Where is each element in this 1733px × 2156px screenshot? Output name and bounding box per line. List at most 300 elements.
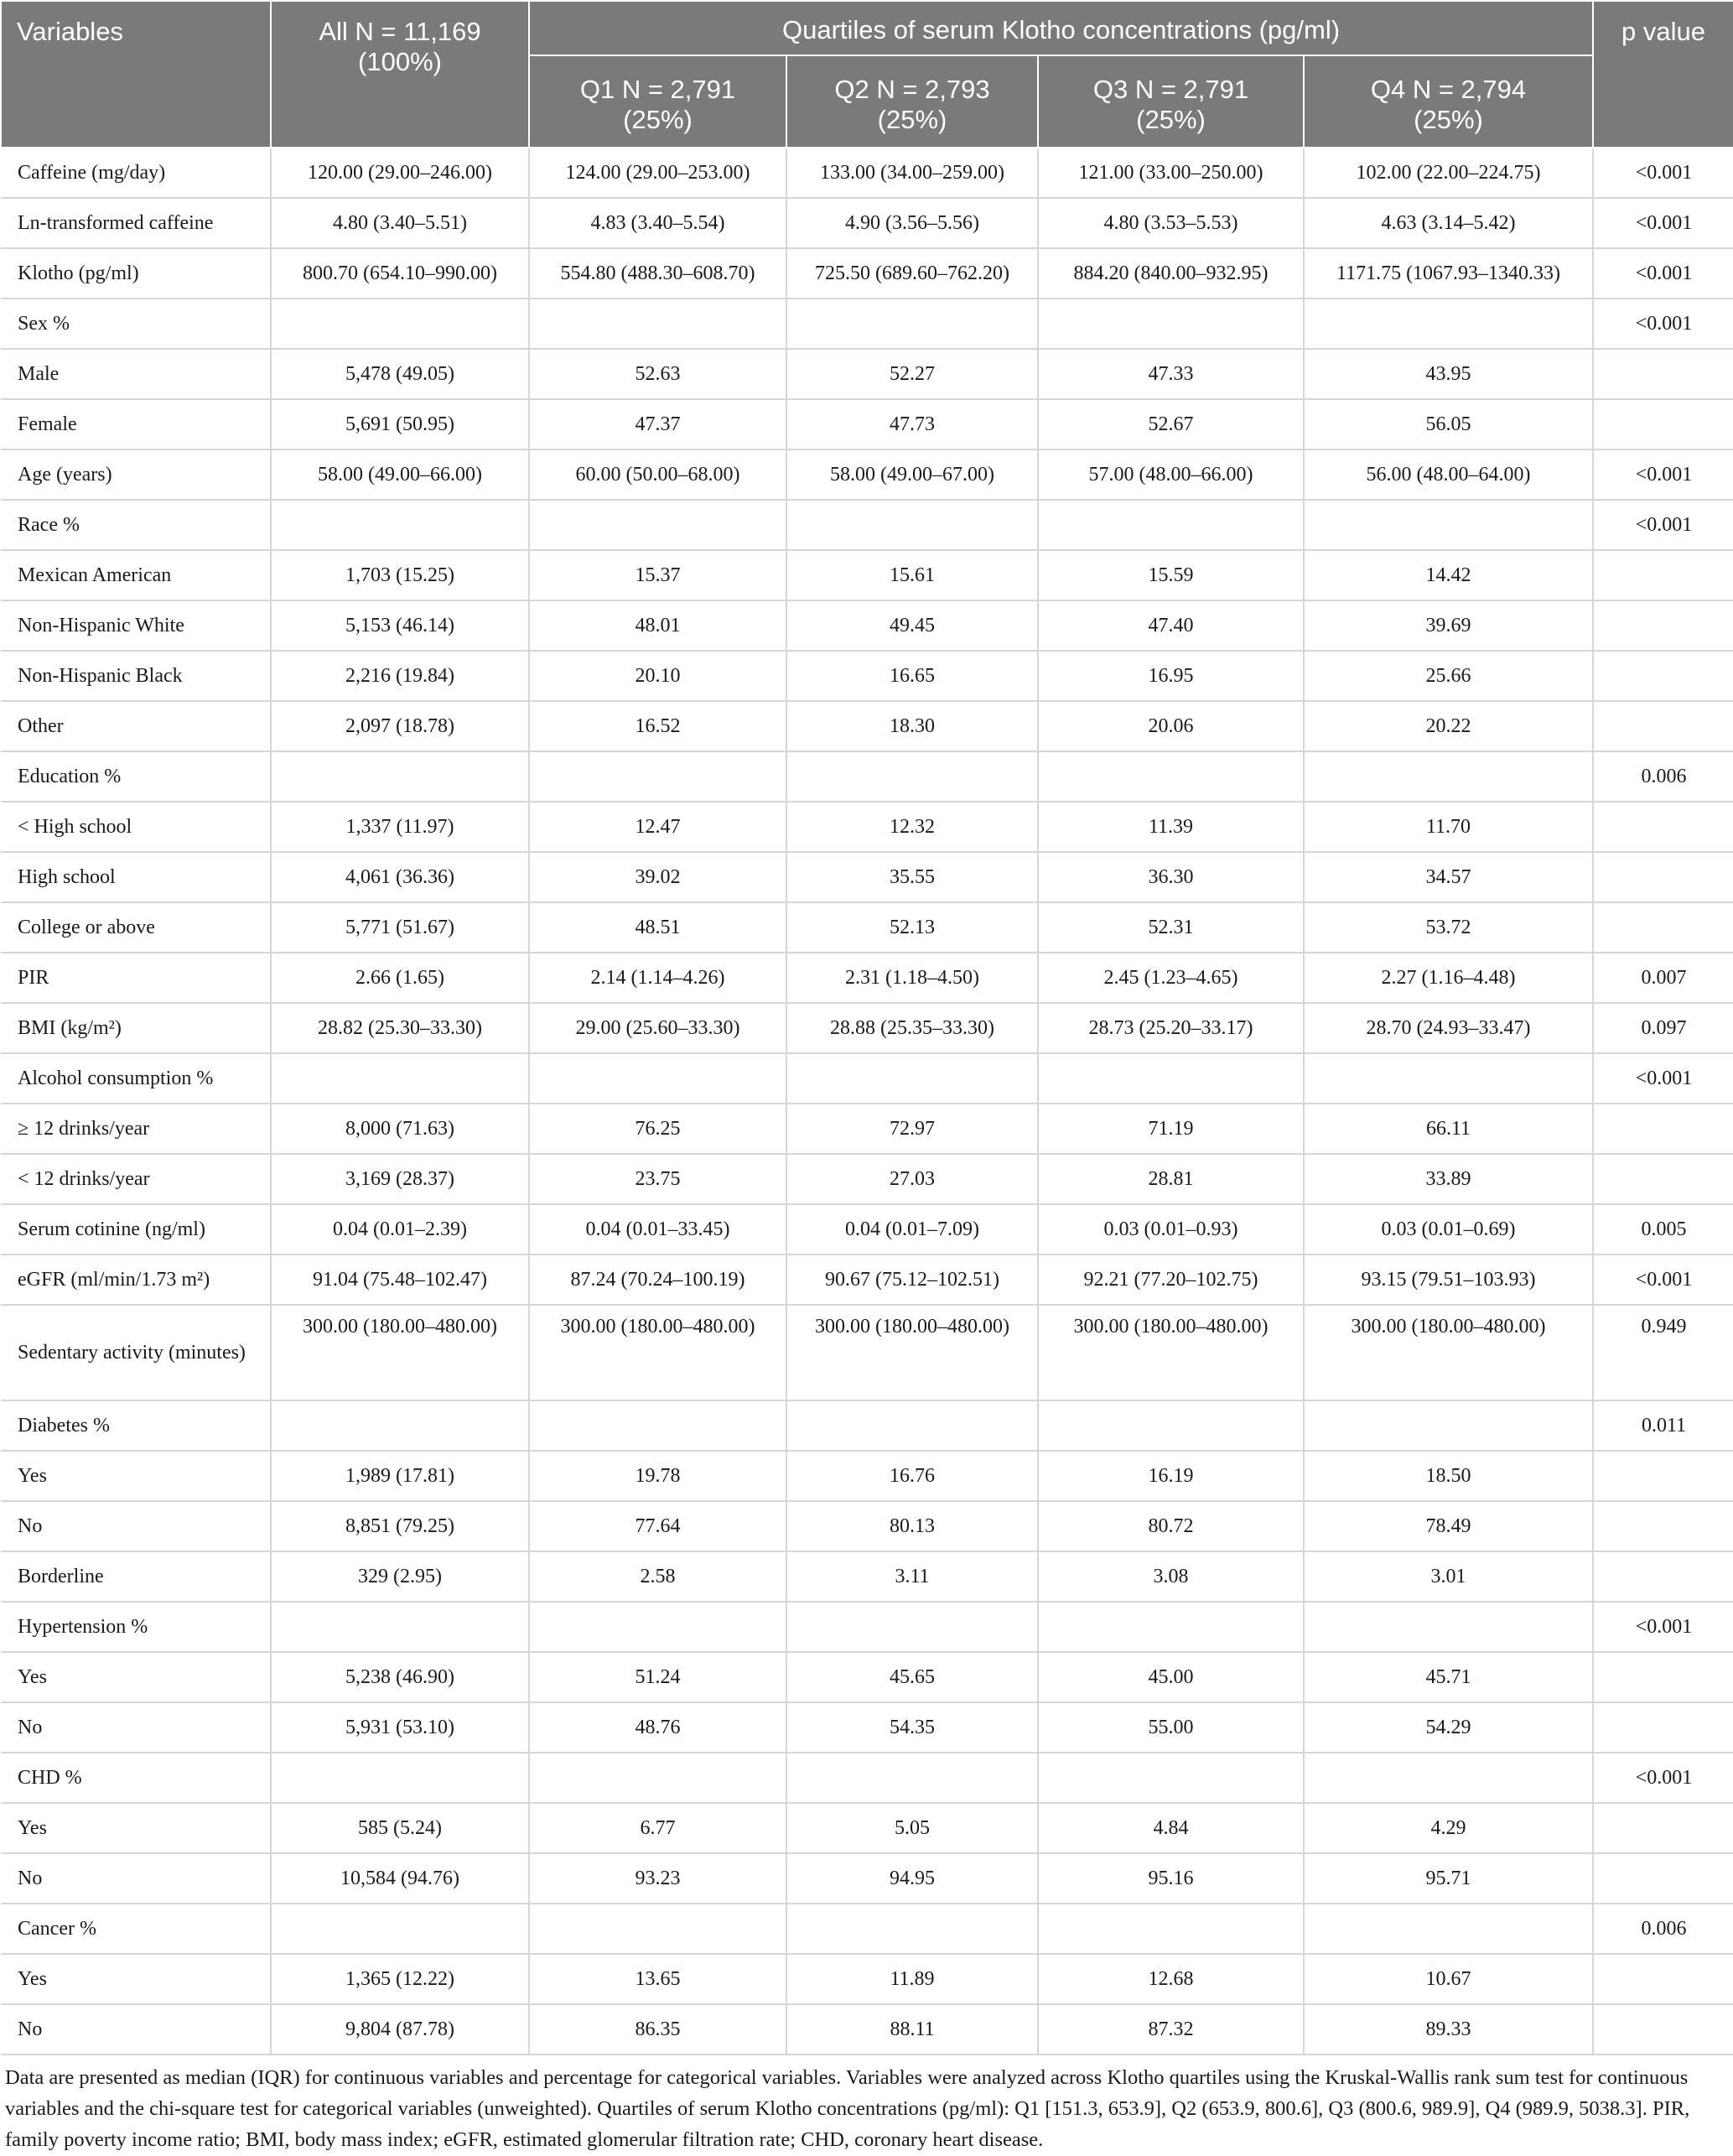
cell-all: 10,584 (94.76) [271, 1853, 529, 1904]
cell-q2: 88.11 [786, 2004, 1038, 2055]
cell-q4: 300.00 (180.00–480.00) [1304, 1305, 1593, 1400]
cell-p [1593, 802, 1733, 852]
cell-label: No [1, 2004, 271, 2055]
table-row [1, 1753, 1733, 1803]
cell-label: High school [1, 852, 271, 902]
cell-all: 5,153 (46.14) [271, 600, 529, 651]
cell-all: 1,989 (17.81) [271, 1451, 529, 1501]
cell-all: 2,097 (18.78) [271, 701, 529, 751]
cell-q1: 48.51 [529, 902, 786, 953]
cell-label: College or above [1, 902, 271, 953]
cell-label: Borderline [1, 1551, 271, 1602]
table-row [1, 1652, 1733, 1702]
table-row [1, 1451, 1733, 1501]
cell-q4: 93.15 (79.51–103.93) [1304, 1255, 1593, 1305]
cell-q4: 45.71 [1304, 1652, 1593, 1702]
cell-label: Klotho (pg/ml) [1, 248, 271, 299]
cell-q2 [786, 299, 1038, 349]
cell-q3 [1038, 1753, 1304, 1803]
cell-q2: 16.65 [786, 651, 1038, 701]
cell-q2: 52.13 [786, 902, 1038, 953]
cell-p [1593, 852, 1733, 902]
cell-q4: 28.70 (24.93–33.47) [1304, 1003, 1593, 1053]
cell-q3: 55.00 [1038, 1702, 1304, 1753]
cell-q4: 89.33 [1304, 2004, 1593, 2055]
cell-p: <0.001 [1593, 449, 1733, 500]
table-row [1, 198, 1733, 248]
cell-q2: 72.97 [786, 1104, 1038, 1154]
cell-p: 0.006 [1593, 1904, 1733, 1954]
cell-q1: 300.00 (180.00–480.00) [529, 1305, 786, 1400]
cell-all [271, 1904, 529, 1954]
header-all-count: All N = 11,169 [319, 17, 481, 46]
cell-q1: 29.00 (25.60–33.30) [529, 1003, 786, 1053]
cell-q2: 80.13 [786, 1501, 1038, 1551]
cell-q1: 39.02 [529, 852, 786, 902]
table-row [1, 2004, 1733, 2055]
cell-q1: 20.10 [529, 651, 786, 701]
cell-all [271, 1753, 529, 1803]
cell-q1 [529, 1602, 786, 1652]
header-q3 [1038, 55, 1304, 148]
cell-q1: 2.58 [529, 1551, 786, 1602]
cell-q3: 4.80 (3.53–5.53) [1038, 198, 1304, 248]
table-row [1, 1853, 1733, 1904]
cell-q3: 16.95 [1038, 651, 1304, 701]
cell-q1 [529, 1400, 786, 1451]
cell-q3: 47.40 [1038, 600, 1304, 651]
cell-q2: 133.00 (34.00–259.00) [786, 148, 1038, 198]
cell-q4 [1304, 1400, 1593, 1451]
cell-q3 [1038, 1053, 1304, 1104]
table-row [1, 852, 1733, 902]
cell-q4: 33.89 [1304, 1154, 1593, 1204]
cell-q3 [1038, 1400, 1304, 1451]
cell-all: 5,931 (53.10) [271, 1702, 529, 1753]
cell-p [1593, 1451, 1733, 1501]
cell-q2 [786, 1753, 1038, 1803]
cell-q1: 77.64 [529, 1501, 786, 1551]
header-p-value: p value [1593, 1, 1733, 148]
cell-q4: 0.03 (0.01–0.69) [1304, 1204, 1593, 1255]
cell-all [271, 1400, 529, 1451]
cell-q1: 23.75 [529, 1154, 786, 1204]
table-row [1, 751, 1733, 802]
cell-q4: 20.22 [1304, 701, 1593, 751]
cell-p [1593, 902, 1733, 953]
cell-q4: 102.00 (22.00–224.75) [1304, 148, 1593, 198]
cell-label: No [1, 1501, 271, 1551]
cell-q1 [529, 751, 786, 802]
cell-all: 58.00 (49.00–66.00) [271, 449, 529, 500]
table-footnote: Data are presented as median (IQR) for continuous variables and percentage for categorical variables. Variables were analyzed across Klotho quartiles using the Kruskal-Wallis rank sum test for continuous variables and the chi-square test for categorical variables (unweighted). Quartiles of serum Klotho concentrations (pg/ml): Q1 [151.3, 653.9], Q2 (653.9, 800.6], Q3 (800.6, 989.9], Q4 (989.9, 5038.3]. PIR, family poverty income ratio; BMI, body mass index; eGFR, estimated glomerular filtration rate; CHD, coronary heart disease. [5, 2066, 1690, 2151]
cell-q1: 52.63 [529, 349, 786, 399]
cell-label: Non-Hispanic White [1, 600, 271, 651]
header-q4-count: Q4 N = 2,794 [1370, 75, 1527, 104]
table-row [1, 902, 1733, 953]
cell-q4: 2.27 (1.16–4.48) [1304, 953, 1593, 1003]
cell-label: Yes [1, 1652, 271, 1702]
table-row [1, 1104, 1733, 1154]
cell-q1: 554.80 (488.30–608.70) [529, 248, 786, 299]
header-q2-count: Q2 N = 2,793 [834, 75, 990, 104]
cell-q4: 3.01 [1304, 1551, 1593, 1602]
cell-q2: 0.04 (0.01–7.09) [786, 1204, 1038, 1255]
cell-q4: 54.29 [1304, 1702, 1593, 1753]
cell-p: 0.011 [1593, 1400, 1733, 1451]
cell-label: eGFR (ml/min/1.73 m²) [1, 1255, 271, 1305]
cell-q2: 90.67 (75.12–102.51) [786, 1255, 1038, 1305]
cell-p [1593, 1154, 1733, 1204]
cell-q2: 16.76 [786, 1451, 1038, 1501]
table-row [1, 1954, 1733, 2004]
cell-q4 [1304, 299, 1593, 349]
cell-label: Male [1, 349, 271, 399]
cell-p: 0.005 [1593, 1204, 1733, 1255]
cell-all: 300.00 (180.00–480.00) [271, 1305, 529, 1400]
cell-label: Caffeine (mg/day) [1, 148, 271, 198]
cell-all: 9,804 (87.78) [271, 2004, 529, 2055]
header-q1 [529, 55, 786, 148]
cell-q4: 43.95 [1304, 349, 1593, 399]
cell-q4 [1304, 1602, 1593, 1652]
cell-q3: 300.00 (180.00–480.00) [1038, 1305, 1304, 1400]
cell-q2 [786, 751, 1038, 802]
cell-all: 1,703 (15.25) [271, 550, 529, 600]
cell-q3: 2.45 (1.23–4.65) [1038, 953, 1304, 1003]
cell-p [1593, 349, 1733, 399]
cell-q3: 12.68 [1038, 1954, 1304, 2004]
table-row [1, 701, 1733, 751]
header-all [271, 1, 529, 148]
cell-label: Ln-transformed caffeine [1, 198, 271, 248]
table-row [1, 1501, 1733, 1551]
cell-q3 [1038, 1904, 1304, 1954]
cell-all: 5,238 (46.90) [271, 1652, 529, 1702]
cell-label: Age (years) [1, 449, 271, 500]
cell-label: Female [1, 399, 271, 449]
cell-q3: 15.59 [1038, 550, 1304, 600]
cell-q2: 5.05 [786, 1803, 1038, 1853]
cell-q2: 52.27 [786, 349, 1038, 399]
cell-q1: 51.24 [529, 1652, 786, 1702]
cell-all: 585 (5.24) [271, 1803, 529, 1853]
table-row [1, 1904, 1733, 1954]
cell-q1: 13.65 [529, 1954, 786, 2004]
cell-q3: 92.21 (77.20–102.75) [1038, 1255, 1304, 1305]
cell-q2 [786, 500, 1038, 550]
cell-q4 [1304, 1904, 1593, 1954]
cell-q1: 15.37 [529, 550, 786, 600]
cell-q1 [529, 1904, 786, 1954]
cell-label: < 12 drinks/year [1, 1154, 271, 1204]
header-q1-percent: (25%) [623, 105, 693, 134]
cell-q4: 56.05 [1304, 399, 1593, 449]
cell-all: 1,337 (11.97) [271, 802, 529, 852]
cell-q1: 86.35 [529, 2004, 786, 2055]
header-q4 [1304, 55, 1593, 148]
table-row [1, 1003, 1733, 1053]
cell-q2: 4.90 (3.56–5.56) [786, 198, 1038, 248]
cell-label: Education % [1, 751, 271, 802]
cell-q4: 78.49 [1304, 1501, 1593, 1551]
table-row [1, 449, 1733, 500]
cell-q1: 124.00 (29.00–253.00) [529, 148, 786, 198]
cell-q3 [1038, 500, 1304, 550]
table-body [1, 148, 1733, 2055]
cell-p: <0.001 [1593, 1255, 1733, 1305]
cell-all [271, 500, 529, 550]
cell-q4: 11.70 [1304, 802, 1593, 852]
cell-q3: 0.03 (0.01–0.93) [1038, 1204, 1304, 1255]
cell-p: 0.007 [1593, 953, 1733, 1003]
table-row [1, 299, 1733, 349]
header-q1-count: Q1 N = 2,791 [579, 75, 736, 104]
cell-q4 [1304, 751, 1593, 802]
cell-q4: 14.42 [1304, 550, 1593, 600]
cell-label: No [1, 1853, 271, 1904]
cell-p: 0.097 [1593, 1003, 1733, 1053]
cell-p [1593, 1501, 1733, 1551]
cell-q1: 0.04 (0.01–33.45) [529, 1204, 786, 1255]
cell-q2: 725.50 (689.60–762.20) [786, 248, 1038, 299]
cell-q2 [786, 1053, 1038, 1104]
cell-all: 3,169 (28.37) [271, 1154, 529, 1204]
cell-all [271, 1602, 529, 1652]
cell-all: 329 (2.95) [271, 1551, 529, 1602]
cell-q2: 27.03 [786, 1154, 1038, 1204]
table-row [1, 1053, 1733, 1104]
cell-q3: 4.84 [1038, 1803, 1304, 1853]
cell-all: 5,771 (51.67) [271, 902, 529, 953]
cell-q4: 25.66 [1304, 651, 1593, 701]
table-row [1, 1803, 1733, 1853]
cell-q3: 80.72 [1038, 1501, 1304, 1551]
table-row [1, 1602, 1733, 1652]
cell-label: Sedentary activity (minutes) [1, 1305, 271, 1400]
cell-q3: 52.31 [1038, 902, 1304, 953]
table-row [1, 1204, 1733, 1255]
cell-q3 [1038, 1602, 1304, 1652]
cell-q4 [1304, 1053, 1593, 1104]
cell-all: 5,691 (50.95) [271, 399, 529, 449]
header-q2-percent: (25%) [877, 105, 947, 134]
cell-q4: 95.71 [1304, 1853, 1593, 1904]
cell-q2: 58.00 (49.00–67.00) [786, 449, 1038, 500]
cell-q1: 4.83 (3.40–5.54) [529, 198, 786, 248]
cell-p [1593, 1954, 1733, 2004]
cell-q1: 48.76 [529, 1702, 786, 1753]
table-row [1, 349, 1733, 399]
cell-q1: 87.24 (70.24–100.19) [529, 1255, 786, 1305]
cell-p [1593, 399, 1733, 449]
table-row [1, 1255, 1733, 1305]
cell-q3: 57.00 (48.00–66.00) [1038, 449, 1304, 500]
cell-q4: 18.50 [1304, 1451, 1593, 1501]
cell-q1: 16.52 [529, 701, 786, 751]
cell-q4: 53.72 [1304, 902, 1593, 953]
cell-all: 4.80 (3.40–5.51) [271, 198, 529, 248]
cell-p: 0.949 [1593, 1305, 1733, 1400]
cell-q3: 95.16 [1038, 1853, 1304, 1904]
table-row [1, 248, 1733, 299]
cell-label: BMI (kg/m²) [1, 1003, 271, 1053]
cell-all [271, 1053, 529, 1104]
table-row [1, 1702, 1733, 1753]
cell-label: ≥ 12 drinks/year [1, 1104, 271, 1154]
cell-q1: 12.47 [529, 802, 786, 852]
header-q4-percent: (25%) [1414, 105, 1483, 134]
cell-all: 28.82 (25.30–33.30) [271, 1003, 529, 1053]
table-row [1, 1154, 1733, 1204]
cell-label: Other [1, 701, 271, 751]
cell-q1: 6.77 [529, 1803, 786, 1853]
cell-q1: 48.01 [529, 600, 786, 651]
table-row [1, 600, 1733, 651]
cell-label: Race % [1, 500, 271, 550]
cell-p: <0.001 [1593, 198, 1733, 248]
cell-all: 4,061 (36.36) [271, 852, 529, 902]
cell-label: Non-Hispanic Black [1, 651, 271, 701]
table-header [1, 1, 1733, 148]
cell-q2: 11.89 [786, 1954, 1038, 2004]
cell-all: 0.04 (0.01–2.39) [271, 1204, 529, 1255]
cell-q2: 2.31 (1.18–4.50) [786, 953, 1038, 1003]
cell-all: 8,851 (79.25) [271, 1501, 529, 1551]
table-row [1, 500, 1733, 550]
cell-q3: 36.30 [1038, 852, 1304, 902]
cell-q2: 3.11 [786, 1551, 1038, 1602]
header-q2 [786, 55, 1038, 148]
cell-q3: 11.39 [1038, 802, 1304, 852]
cell-all: 1,365 (12.22) [271, 1954, 529, 2004]
header-q3-count: Q3 N = 2,791 [1092, 75, 1249, 104]
cell-q4: 4.63 (3.14–5.42) [1304, 198, 1593, 248]
cell-q2 [786, 1904, 1038, 1954]
cell-q2: 94.95 [786, 1853, 1038, 1904]
table-row [1, 399, 1733, 449]
cell-q2: 15.61 [786, 550, 1038, 600]
cell-q4: 1171.75 (1067.93–1340.33) [1304, 248, 1593, 299]
cell-q4: 10.67 [1304, 1954, 1593, 2004]
cell-q3: 28.81 [1038, 1154, 1304, 1204]
cell-q2 [786, 1602, 1038, 1652]
table-row [1, 550, 1733, 600]
cell-q1: 2.14 (1.14–4.26) [529, 953, 786, 1003]
cell-q3 [1038, 751, 1304, 802]
cell-q4: 66.11 [1304, 1104, 1593, 1154]
cell-label: Alcohol consumption % [1, 1053, 271, 1104]
cell-q4 [1304, 1753, 1593, 1803]
cell-p [1593, 1551, 1733, 1602]
cell-all: 91.04 (75.48–102.47) [271, 1255, 529, 1305]
cell-label: Yes [1, 1954, 271, 2004]
cell-p: <0.001 [1593, 1053, 1733, 1104]
cell-q3: 71.19 [1038, 1104, 1304, 1154]
cell-p [1593, 1104, 1733, 1154]
cell-q3: 87.32 [1038, 2004, 1304, 2055]
header-quartiles: Quartiles of serum Klotho concentrations (pg/ml) [529, 1, 1593, 55]
cell-q1 [529, 500, 786, 550]
cell-label: CHD % [1, 1753, 271, 1803]
cell-q3: 16.19 [1038, 1451, 1304, 1501]
cell-p: <0.001 [1593, 1753, 1733, 1803]
cell-q1: 76.25 [529, 1104, 786, 1154]
table-row [1, 1400, 1733, 1451]
cell-label: Diabetes % [1, 1400, 271, 1451]
cell-all: 2,216 (19.84) [271, 651, 529, 701]
cell-all [271, 751, 529, 802]
cell-q1 [529, 1753, 786, 1803]
header-q3-percent: (25%) [1136, 105, 1206, 134]
cell-p: 0.006 [1593, 751, 1733, 802]
cell-q3 [1038, 299, 1304, 349]
cell-q4: 39.69 [1304, 600, 1593, 651]
cell-p [1593, 600, 1733, 651]
cell-p [1593, 1853, 1733, 1904]
cell-label: Sex % [1, 299, 271, 349]
cell-q3: 121.00 (33.00–250.00) [1038, 148, 1304, 198]
cell-p [1593, 1652, 1733, 1702]
cell-all: 8,000 (71.63) [271, 1104, 529, 1154]
cell-q1 [529, 299, 786, 349]
cell-q3: 884.20 (840.00–932.95) [1038, 248, 1304, 299]
cell-q2: 35.55 [786, 852, 1038, 902]
cell-q3: 3.08 [1038, 1551, 1304, 1602]
cell-label: Hypertension % [1, 1602, 271, 1652]
cell-q3: 45.00 [1038, 1652, 1304, 1702]
cell-all: 5,478 (49.05) [271, 349, 529, 399]
cell-all: 120.00 (29.00–246.00) [271, 148, 529, 198]
cell-q2: 12.32 [786, 802, 1038, 852]
cell-p [1593, 1702, 1733, 1753]
cell-p [1593, 550, 1733, 600]
cell-q2: 28.88 (25.35–33.30) [786, 1003, 1038, 1053]
cell-all: 800.70 (654.10–990.00) [271, 248, 529, 299]
cell-p [1593, 701, 1733, 751]
cell-p [1593, 651, 1733, 701]
cell-q3: 28.73 (25.20–33.17) [1038, 1003, 1304, 1053]
cell-q3: 47.33 [1038, 349, 1304, 399]
table-row [1, 1551, 1733, 1602]
cell-label: < High school [1, 802, 271, 852]
cell-q2: 45.65 [786, 1652, 1038, 1702]
table-row [1, 802, 1733, 852]
cell-label: Serum cotinine (ng/ml) [1, 1204, 271, 1255]
cell-all [271, 299, 529, 349]
header-all-percent: (100%) [358, 47, 442, 76]
cell-label: No [1, 1702, 271, 1753]
cell-q2 [786, 1400, 1038, 1451]
table-row [1, 953, 1733, 1003]
cell-q2: 49.45 [786, 600, 1038, 651]
cell-label: Yes [1, 1803, 271, 1853]
cell-q4 [1304, 500, 1593, 550]
cell-q3: 20.06 [1038, 701, 1304, 751]
cell-q1: 47.37 [529, 399, 786, 449]
cell-q4: 4.29 [1304, 1803, 1593, 1853]
cell-p: <0.001 [1593, 299, 1733, 349]
cell-label: Yes [1, 1451, 271, 1501]
cell-q4: 34.57 [1304, 852, 1593, 902]
cell-q1: 19.78 [529, 1451, 786, 1501]
cell-q2: 18.30 [786, 701, 1038, 751]
cell-q2: 54.35 [786, 1702, 1038, 1753]
cell-p: <0.001 [1593, 1602, 1733, 1652]
table-row [1, 1305, 1733, 1400]
table-row [1, 148, 1733, 198]
cell-label: PIR [1, 953, 271, 1003]
